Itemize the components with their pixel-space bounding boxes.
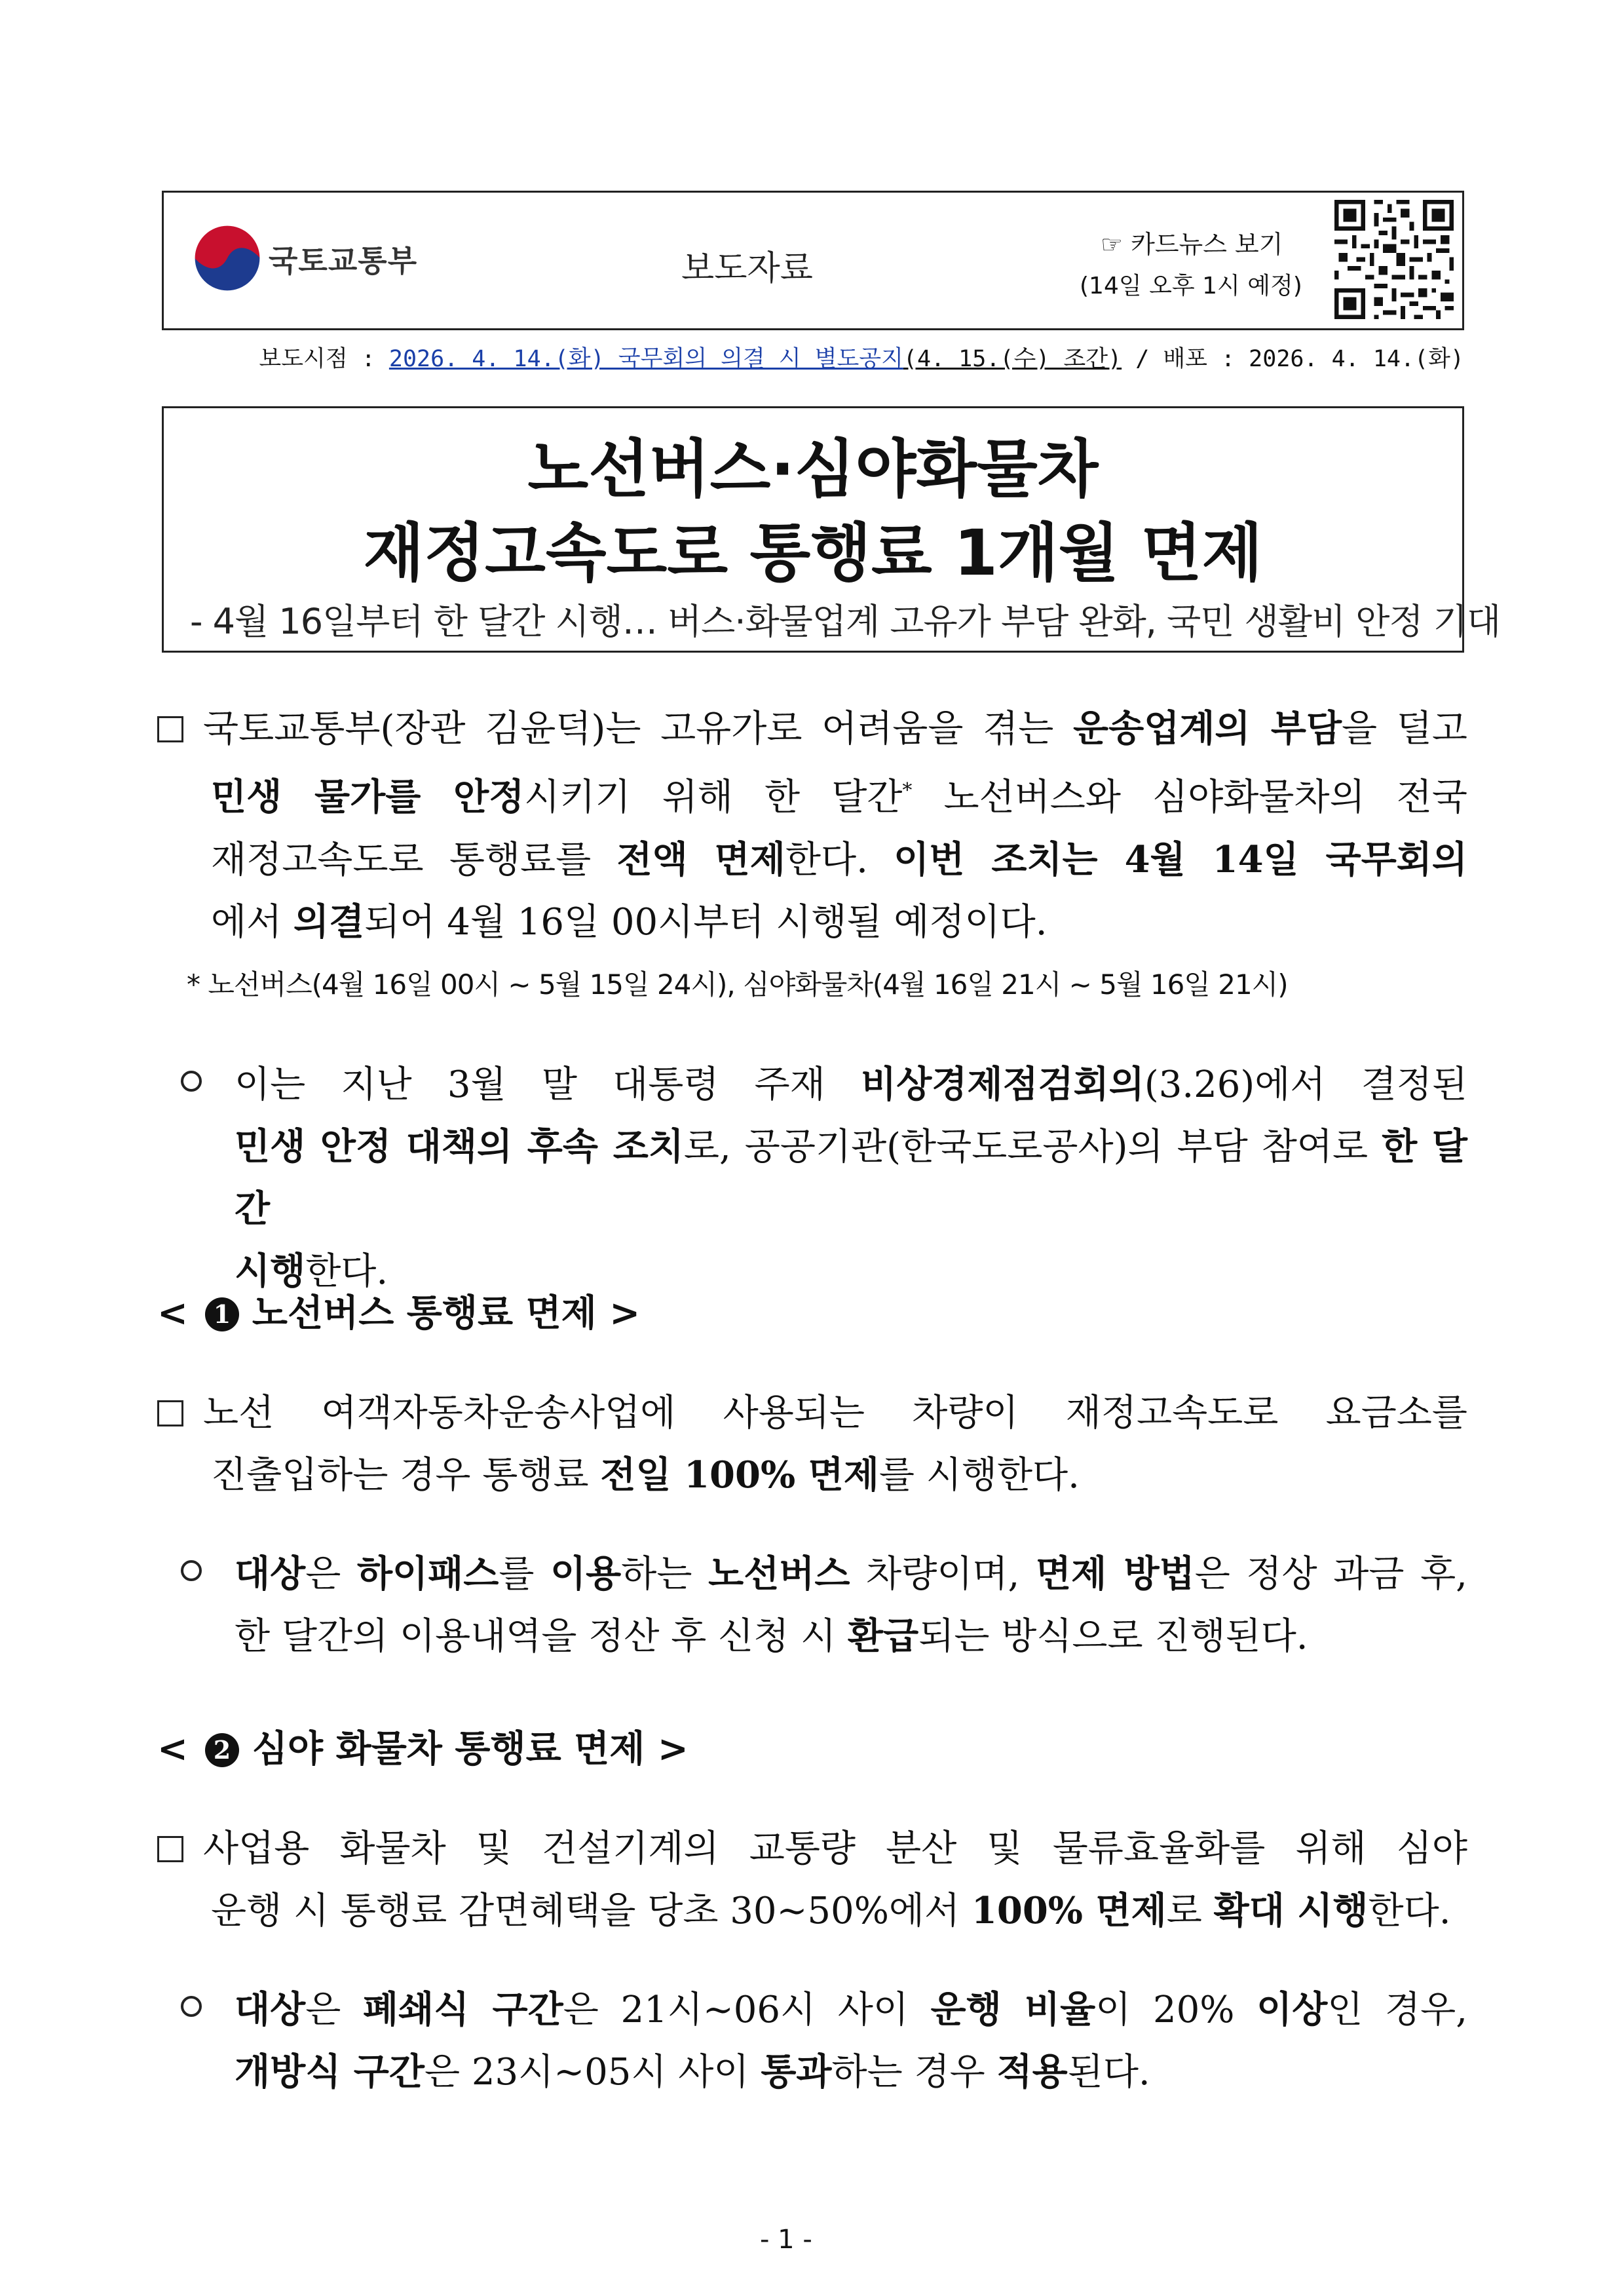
text: (3.26)에서 결정된 [1144,1063,1467,1106]
emphasis: 통과 [761,2050,832,2094]
text: 한 달간의 이용내역을 정산 후 신청 시 [235,1615,848,1658]
hollow-bullet-icon [181,1996,202,2017]
sub-point-1 [181,1054,1467,1303]
text: 된다. [1067,2051,1150,2094]
ministry-name: 국토교통부 [269,243,418,278]
text: 시키기 위해 한 달간 [524,776,903,819]
emphasis: 적용 [996,2050,1068,2094]
emphasis: 환급 [848,1615,919,1658]
subtitle: - 4월 16일부터 한 달간 시행… 버스·화물업계 고유가 부담 완화, 국민 생활비 안정 기대 [190,601,1501,642]
headline-line-2: 재정고속도로 통행료 1개월 면제 [363,516,1263,590]
emphasis: 대상 [235,1552,306,1596]
text: 사업용 화물차 및 건설기계의 교통량 분산 및 물류효율화를 위해 심야 [203,1827,1467,1870]
emphasis: 이상 [1256,1988,1328,2031]
text: 하는 [621,1553,709,1596]
paragraph-bus [157,1383,1467,1506]
headline-line-1: 노선버스·심야화물차 [527,432,1099,506]
emphasis: 100% 면제 [971,1889,1167,1932]
page-number: - 1 - [760,2225,812,2255]
section-heading-2 [157,1720,689,1772]
text: 은 정상 과금 후, [1194,1553,1467,1596]
emphasis: 이용 [550,1552,622,1596]
emphasis: 폐쇄식 구간 [362,1988,563,2031]
emphasis: 확대 시행 [1213,1889,1369,1932]
text: 이는 지난 3월 말 대통령 주재 [235,1063,861,1106]
emphasis: 운송업계의 부담 [1073,707,1342,750]
release-info [162,341,1464,373]
cardnews-link[interactable]: ☞ 카드뉴스 보기 [1101,230,1283,259]
emphasis: 한 달간 [235,1125,1467,1231]
emphasis: 개방식 구간 [235,2050,425,2094]
numbered-circle-icon: 1 [205,1297,239,1331]
text: 하는 경우 [831,2051,997,2094]
text: 한다. [785,838,894,881]
emphasis: 이번 조치는 4월 14일 국무회의 [894,837,1467,881]
release-date: 2026. 4. 14.(화) 국무회의 의결 시 별도공지 [388,346,903,372]
emphasis: 전액 면제 [616,837,785,881]
section-title: 심야 화물차 통행료 면제 [252,1727,645,1770]
text: > [609,1292,641,1335]
text: 에서 [211,900,293,944]
text: 한다. [305,1250,388,1293]
footnote-marker: * [902,779,913,802]
emphasis: 노선버스 [708,1552,850,1596]
footnote: * 노선버스(4월 16일 00시 ~ 5월 15일 24시), 심야화물차(4월 16일 21시 ~ 5월 16일 21시) [187,968,1288,1001]
text: 재정고속도로 통행료를 [211,838,617,881]
emphasis: 민생 안정 대책의 후속 조치 [235,1125,684,1168]
section-heading-1 [157,1284,640,1337]
text: 이 20% [1095,1989,1257,2031]
hollow-bullet-icon [181,1560,202,1581]
text: 노선 여객자동차운송사업에 사용되는 차량이 재정고속도로 요금소를 [203,1392,1467,1434]
text: 를 [499,1553,551,1596]
text: 인 경우, [1327,1989,1468,2031]
emphasis: 시행 [235,1250,306,1293]
text: < [157,1292,188,1335]
emphasis: 하이패스 [356,1552,499,1596]
text: 은 21시~06시 사이 [563,1989,931,2031]
emphasis: 의결 [293,900,365,944]
text: 운행 시 통행료 감면혜택을 당초 30~50%에서 [211,1890,972,1932]
text: 차량이며, [850,1553,1036,1596]
cardnews-schedule: (14일 오후 1시 예정) [1080,273,1302,299]
emphasis: 비상경제점검회의 [861,1063,1144,1106]
section-title: 노선버스 통행료 면제 [252,1292,597,1335]
document-type: 보도자료 [681,249,813,288]
text: 노선버스와 심야화물차의 전국 [912,776,1467,819]
checkbox-icon [157,716,183,742]
text: < [157,1727,188,1770]
sub-point-3 [181,1979,1467,2103]
emphasis: 전일 100% 면제 [600,1453,879,1497]
qr-code-icon[interactable] [1330,195,1458,324]
text: 를 시행한다. [878,1454,1080,1497]
text: 되는 방식으로 진행된다. [918,1615,1308,1658]
paragraph-main [157,698,1467,953]
text: 은 23시~05시 사이 [424,2051,761,2094]
checkbox-icon [157,1836,183,1862]
release-label: 보도시점 : [259,346,389,372]
text: 은 [305,1989,363,2031]
hollow-bullet-icon [181,1071,202,1092]
emphasis: 민생 물가를 안정 [211,775,525,819]
text: 진출입하는 경우 통행료 [211,1454,601,1497]
emphasis: 면제 방법 [1035,1552,1195,1596]
checkbox-icon [157,1400,183,1426]
numbered-circle-icon: 2 [205,1733,239,1767]
release-extra: (4. 15.(수) 조간) [903,346,1122,372]
sub-point-2 [181,1543,1467,1668]
paragraph-truck [157,1818,1467,1942]
text: 한다. [1368,1890,1451,1932]
text: 로 [1166,1890,1214,1932]
text: 로, 공공기관(한국도로공사)의 부담 참여로 [683,1126,1382,1168]
text: > [657,1727,689,1770]
text: 되어 4월 16일 00시부터 시행될 예정이다. [364,900,1048,944]
ministry-logo-icon [193,224,261,292]
text: 을 덜고 [1342,708,1467,750]
emphasis: 운행 비율 [930,1988,1096,2031]
text: 은 [305,1553,357,1596]
emphasis: 대상 [235,1988,306,2031]
text: 국토교통부(장관 김윤덕)는 고유가로 어려움을 겪는 [203,708,1074,750]
distribution-date: / 배포 : 2026. 4. 14.(화) [1122,346,1464,372]
